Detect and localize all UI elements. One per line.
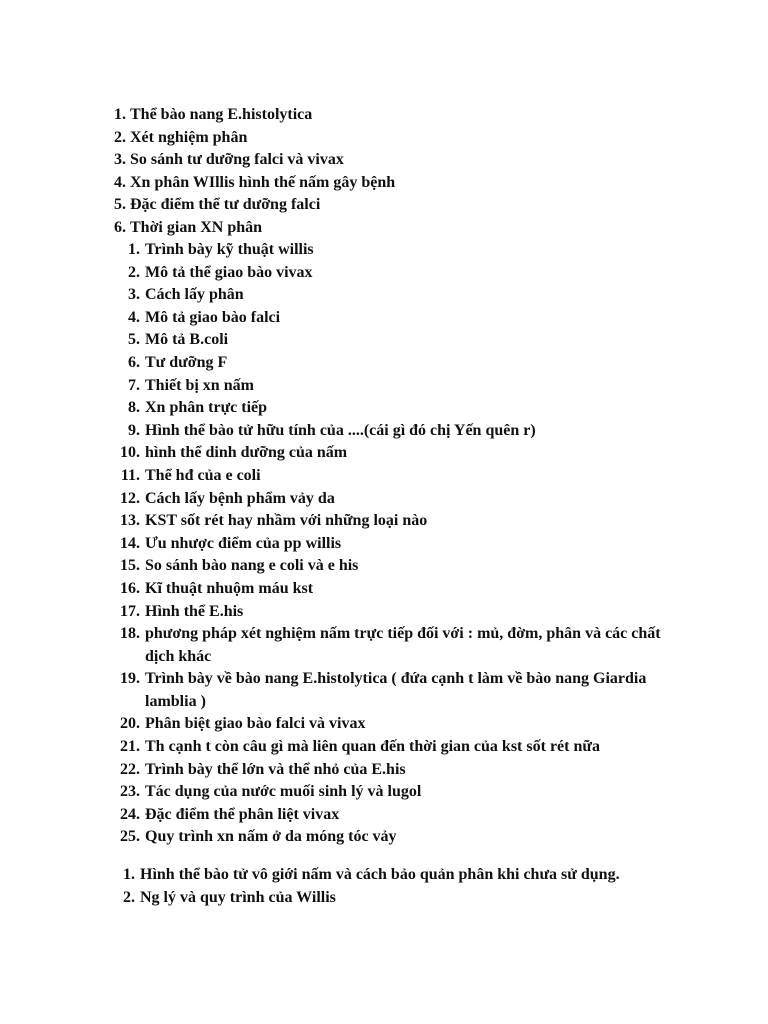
list-item-text: Mô tả thể giao bào vivax	[145, 263, 313, 281]
list-item	[0, 217, 700, 240]
list-item-number: 4.	[114, 173, 126, 191]
list-item-text: Đặc điểm thể tư dưỡng falci	[130, 196, 321, 214]
list-item-text: So sánh tư dưỡng falci và vivax	[130, 151, 344, 169]
list-item-text: Th cạnh t còn câu gì mà liên quan đến thời gian của kst sốt rét nữa	[145, 738, 600, 756]
list-item-text: Hình thể bào tử vô giới nấm và cách bảo quản phân khi chưa sử dụng.	[140, 866, 620, 883]
list-item-text: phương pháp xét nghiệm nấm trực tiếp đối với : mủ, đờm, phân và các chất dịch khác	[145, 625, 661, 665]
list-item	[0, 397, 700, 420]
list-item	[0, 194, 700, 217]
list-item-number: 4.	[128, 308, 140, 326]
list-item-number: 23.	[120, 783, 140, 801]
list-item-number: 21.	[120, 738, 140, 756]
list-item-text: Xn phân trực tiếp	[145, 399, 268, 417]
list-item-number: 6.	[128, 353, 140, 371]
list-item-number: 8.	[128, 399, 140, 417]
list-item-number: 9.	[128, 421, 140, 439]
list-item	[0, 488, 700, 511]
list-item-number: 15.	[120, 557, 140, 575]
list-item-text: Kĩ thuật nhuộm máu kst	[145, 579, 314, 597]
list-item-number: 22.	[120, 760, 140, 778]
list-item	[0, 307, 700, 330]
list-item-number: 16.	[120, 579, 140, 597]
list-item	[0, 172, 700, 195]
list-item-number: 3.	[114, 151, 126, 169]
list-item-number: 25.	[120, 828, 140, 846]
list-item-number: 2.	[114, 128, 126, 146]
list-item	[0, 329, 700, 352]
list-item	[0, 601, 700, 624]
list-item-number: 1.	[128, 241, 140, 258]
list-item	[0, 375, 700, 398]
list-item-text: Thể hđ của e coli	[145, 466, 261, 484]
question-list-1	[0, 104, 700, 240]
list-item	[0, 804, 700, 827]
list-item-number: 14.	[120, 534, 140, 552]
list-item	[0, 420, 700, 443]
list-item-text: Xn phân WIllis hình thế nấm gây bệnh	[130, 173, 396, 191]
list-item-text: Phân biệt giao bào falci và vivax	[145, 715, 366, 733]
list-item-number: 2.	[123, 888, 135, 906]
list-item-text: Xét nghiệm phân	[130, 128, 248, 146]
list-item-text: hình thể dinh dưỡng của nấm	[145, 444, 348, 462]
list-item-text: Tác dụng của nước muối sinh lý và lugol	[145, 783, 422, 801]
list-item-number: 1.	[114, 106, 126, 123]
list-item-text: Tư dưỡng F	[145, 353, 228, 371]
list-item-text: Đặc điểm thể phân liệt vivax	[145, 805, 340, 823]
list-item	[0, 465, 700, 488]
list-item-text: Hình thể bào tử hữu tính của ....(cái gì đó chị Yến quên r)	[145, 421, 536, 439]
list-item-number: 7.	[128, 376, 140, 394]
list-item	[0, 104, 700, 127]
list-item-number: 11.	[120, 466, 140, 484]
list-item-number: 13.	[120, 512, 140, 530]
list-item-number: 12.	[120, 489, 140, 507]
list-item	[0, 668, 700, 713]
list-item-number: 6.	[114, 218, 126, 236]
list-item	[0, 442, 700, 465]
list-item-number: 5.	[114, 196, 126, 214]
list-item-number: 10.	[120, 444, 140, 462]
list-item-number: 20.	[120, 715, 140, 733]
list-item	[0, 864, 700, 887]
list-item-text: Thể bào nang E.histolytica	[130, 106, 313, 123]
list-item-number: 1.	[123, 866, 135, 883]
list-item-text: Ng lý và quy trình của Willis	[140, 888, 336, 906]
list-item-text: Cách lấy phân	[145, 286, 244, 304]
list-item-number: 19.	[120, 670, 140, 688]
list-item	[0, 759, 700, 782]
list-item-text: So sánh bào nang e coli và e his	[145, 557, 359, 575]
list-item-text: Trình bày thể lớn và thể nhỏ của E.his	[145, 760, 406, 778]
list-item-number: 17.	[120, 602, 140, 620]
list-item	[0, 127, 700, 150]
list-item-text: Thiết bị xn nấm	[145, 376, 254, 394]
question-list-2	[0, 239, 700, 849]
list-item	[0, 149, 700, 172]
list-item-text: Ưu nhược điểm của pp willis	[145, 534, 342, 552]
list-item	[0, 826, 700, 849]
list-item	[0, 623, 700, 668]
list-item-number: 3.	[128, 286, 140, 304]
list-item-text: Trình bày kỹ thuật willis	[145, 241, 314, 258]
list-item-number: 2.	[128, 263, 140, 281]
list-item-text: Mô tả B.coli	[145, 331, 229, 349]
list-item-number: 5.	[128, 331, 140, 349]
list-item	[0, 352, 700, 375]
list-item-text: Cách lấy bệnh phẩm vảy da	[145, 489, 335, 507]
list-item-text: Quy trình xn nấm ở da móng tóc vảy	[145, 828, 397, 846]
list-item	[0, 510, 700, 533]
list-item-number: 18.	[120, 625, 140, 643]
list-item	[0, 239, 700, 262]
list-item-text: Trình bày về bào nang E.histolytica ( đứa cạnh t làm về bào nang Giardia lamblia )	[145, 670, 647, 710]
list-item-text: Thời gian XN phân	[130, 218, 263, 236]
list-item	[0, 713, 700, 736]
list-item-text: Mô tả giao bào falci	[145, 308, 281, 326]
list-item	[0, 781, 700, 804]
list-item	[0, 284, 700, 307]
question-list-3	[0, 864, 700, 909]
list-item	[0, 578, 700, 601]
list-item	[0, 887, 700, 910]
list-item-text: KST sốt rét hay nhầm với những loại nào	[145, 512, 428, 530]
list-item	[0, 555, 700, 578]
list-item	[0, 262, 700, 285]
list-item	[0, 533, 700, 556]
list-item-number: 24.	[120, 805, 140, 823]
list-item-text: Hình thể E.his	[145, 602, 244, 620]
list-item	[0, 736, 700, 759]
